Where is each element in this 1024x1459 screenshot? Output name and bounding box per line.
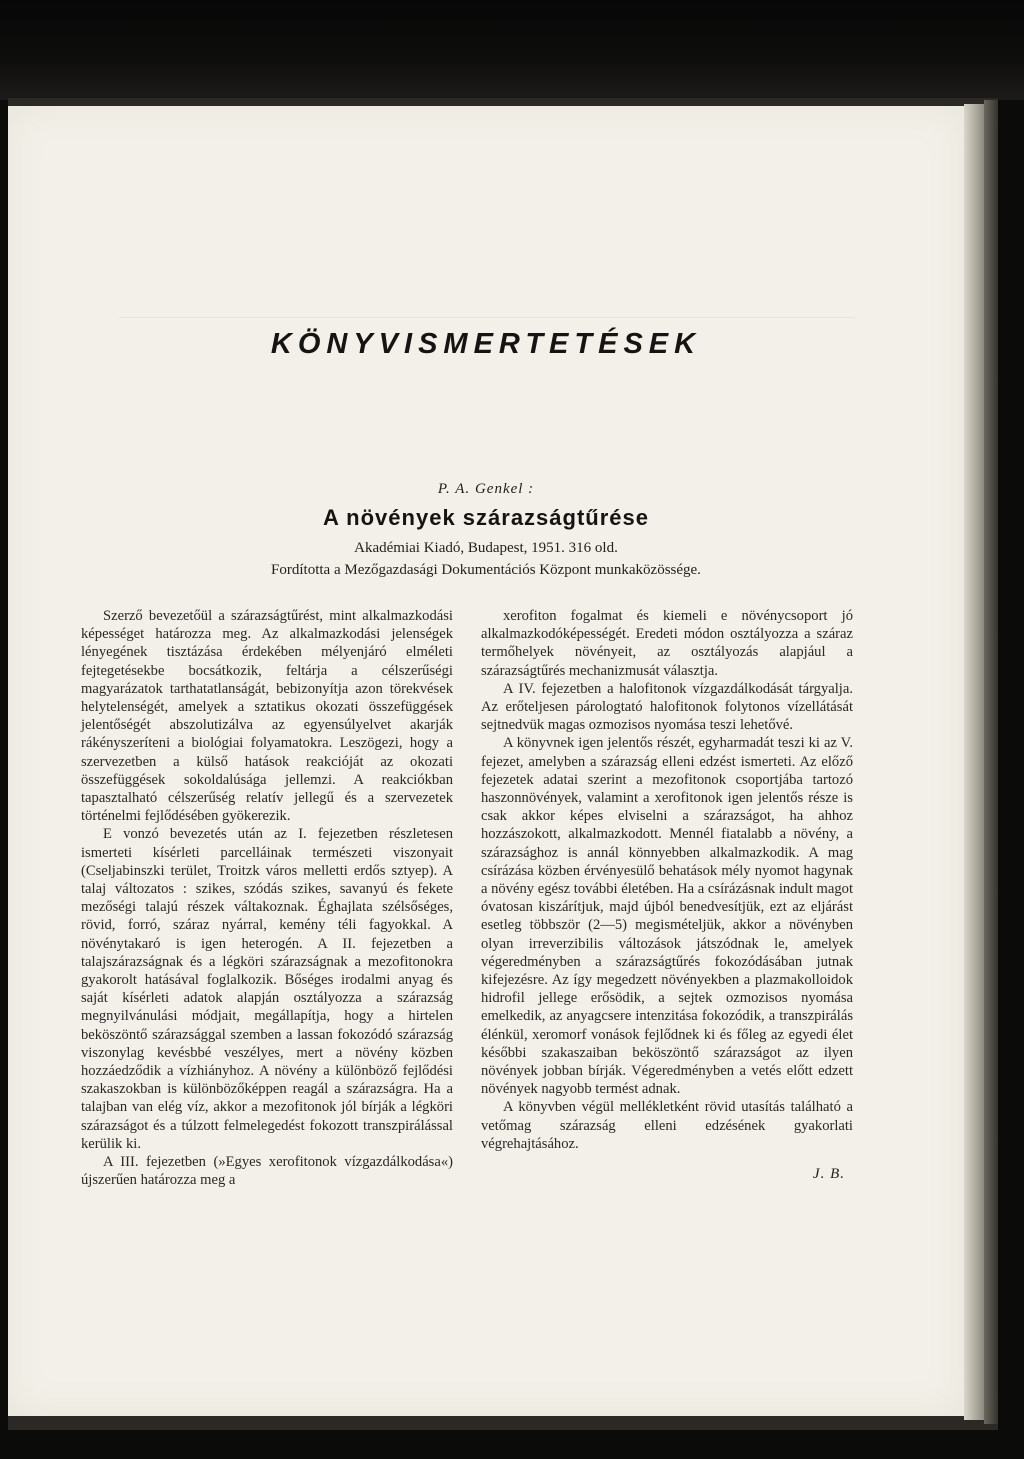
page-stack-edge xyxy=(964,104,984,1420)
review-paragraph: E vonzó bevezetés után az I. fejezetben részletesen ismerteti kísérleti parcelláinak természeti viszonyait (Cseljabinszki terület, Troitzk város melletti erdős sztyep). A talaj változatos : szikes, szódás szikes, savanyú és fekete mezőségi talajú részek váltakoznak. Éghajlata szélsőséges, rövid, forró, száraz nyárral, kemény téli fagyokkal. A növénytakaró is igen heterogén. A II. fejezetben a talajszárazságnak és a légköri szárazságnak a mezofitonokra gyakorolt hatásával foglalkozik. Bőséges irodalmi anyag és saját kísérleti adatok alapján osztályozza a szárazság megnyilvánulási módjait, megállapítja, hogy a hirtelen beköszöntő szárazsággal szemben a lassan fokozódó szárazság viszonylag kevésbbé veszélyes, mert a növény közben hozzáedződik a vízhiányhoz. A növény a különböző fejlődési szakaszokban is különbözőképpen reagál a szárazságra. Ha a talajban van elég víz, akkor a mezofitonok jól bírják a légköri szárazságot és a túlzott felmelegedést fokozott transzpirálással kerülik ki. xyxy=(81,826,453,1152)
review-paragraph: xerofiton fogalmat és kiemeli e növénycsoport jó alkalmazkodóképességét. Eredeti módon osztályozza a száraz termőhelyek növényeit, az osztályozás alapjául a szárazságtűrés mechanizmusát választja. xyxy=(481,608,853,679)
review-column-right xyxy=(481,607,853,1183)
translator-line: Fordította a Mezőgazdasági Dokumentációs Központ munkaközössége. xyxy=(271,562,701,578)
reviewer-signature: J. B. xyxy=(812,1166,845,1183)
review-paragraph: A III. fejezetben (»Egyes xerofitonok vízgazdálkodása«) újszerűen határozza meg a xyxy=(81,1154,453,1189)
review-column-left xyxy=(81,607,453,1190)
show-through-rule xyxy=(119,317,855,318)
section-title: KÖNYVISMERTETÉSEK xyxy=(270,328,702,360)
review-paragraph: A IV. fejezetben a halofitonok vízgazdálkodását tárgyalja. Az erőteljesen párologtató halofitonok folytonos vízellátását sejtnedvük magas ozmozisos nyomása teszi lehetővé. xyxy=(481,680,853,734)
review-paragraph: Szerző bevezetőül a szárazságtűrést, mint alkalmazkodási képességet határozza meg. Az alkalmazkodási jelenségek lényegének tisztázása érdekében mélyenjáró elméleti fejtegetésekbe bocsátkozik, feltárja a célszerűségi magyarázatok tarthatatlanságát, bebizonyítja azon törekvések helytelenségét, amelyek a sztatikus okozati összefüggések jelentőségét abszolutizálva az egyensúlyelvet akarják rákényszeríteni a biológiai folyamatokra. Leszögezi, hogy a szervezetben a külső hatások reakcióját az okozati összefüggések sokoldalúsága jellemzi. A reakciókban tapasztalható célszerűség relatív jellegű és a szervezetek történelmi fejlődésében gyökerezik. xyxy=(81,608,453,825)
book-review-header xyxy=(8,479,964,581)
publisher-line: Akadémiai Kiadó, Budapest, 1951. 316 old. xyxy=(354,540,618,556)
scan-background xyxy=(0,0,1024,100)
book-spine-shadow xyxy=(984,100,998,1424)
review-paragraph: A könyvnek igen jelentős részét, egyharmadát teszi ki az V. fejezet, amelyben a szárazság elleni edzést ismerteti. Az előző fejezetek adatai szerint a mezofitonok csoportjába tartozó haszonnövények, valamint a xerofitonok igen jelentős része is csak akkor képes elviselni a szárazságot, ha ahhoz hozzászokott, alkalmazkodott. Mennél fiatalabb a növény, a szárazsághoz is annál könnyebben alkalmazkodik. A mag csírázása közben érvényesülő behatások mély nyomot hagynak a növény egész további életében. Ha a csírázásnak indult magot óvatosan kiszárítjuk, majd újból benedvesítjük, ezt az eljárást esetleg többször (2—5) megismételjük, akkor a növényben olyan irreverzibilis változások játszódnak le, amelyek végeredményben a szárazságtűrés fokozódásában jutnak kifejezésre. Az így megedzett növényekben a plazmakolloidok hidrofil jellege erősödik, a sejtek ozmozisos nyomása emelkedik, az anyagcsere intenzitása fokozódik, a transzpirálás élénkül, xeromorf vonások fejlődnek ki és főleg az egyedi élet későbbi szakaszaiban beköszöntő szárazságot az ilyen növények jobban bírják. Végeredményben a vetés előtt edzett növények nagyobb termést adnak. xyxy=(481,735,853,1098)
review-paragraph: A könyvben végül mellékletként rövid utasítás található a vetőmag szárazság elleni edzésének gyakorlati végrehajtásához. xyxy=(481,1099,853,1152)
book-author: P. A. Genkel : xyxy=(437,481,535,497)
book-page xyxy=(8,106,964,1416)
book-title: A növények szárazságtűrése xyxy=(323,505,649,530)
